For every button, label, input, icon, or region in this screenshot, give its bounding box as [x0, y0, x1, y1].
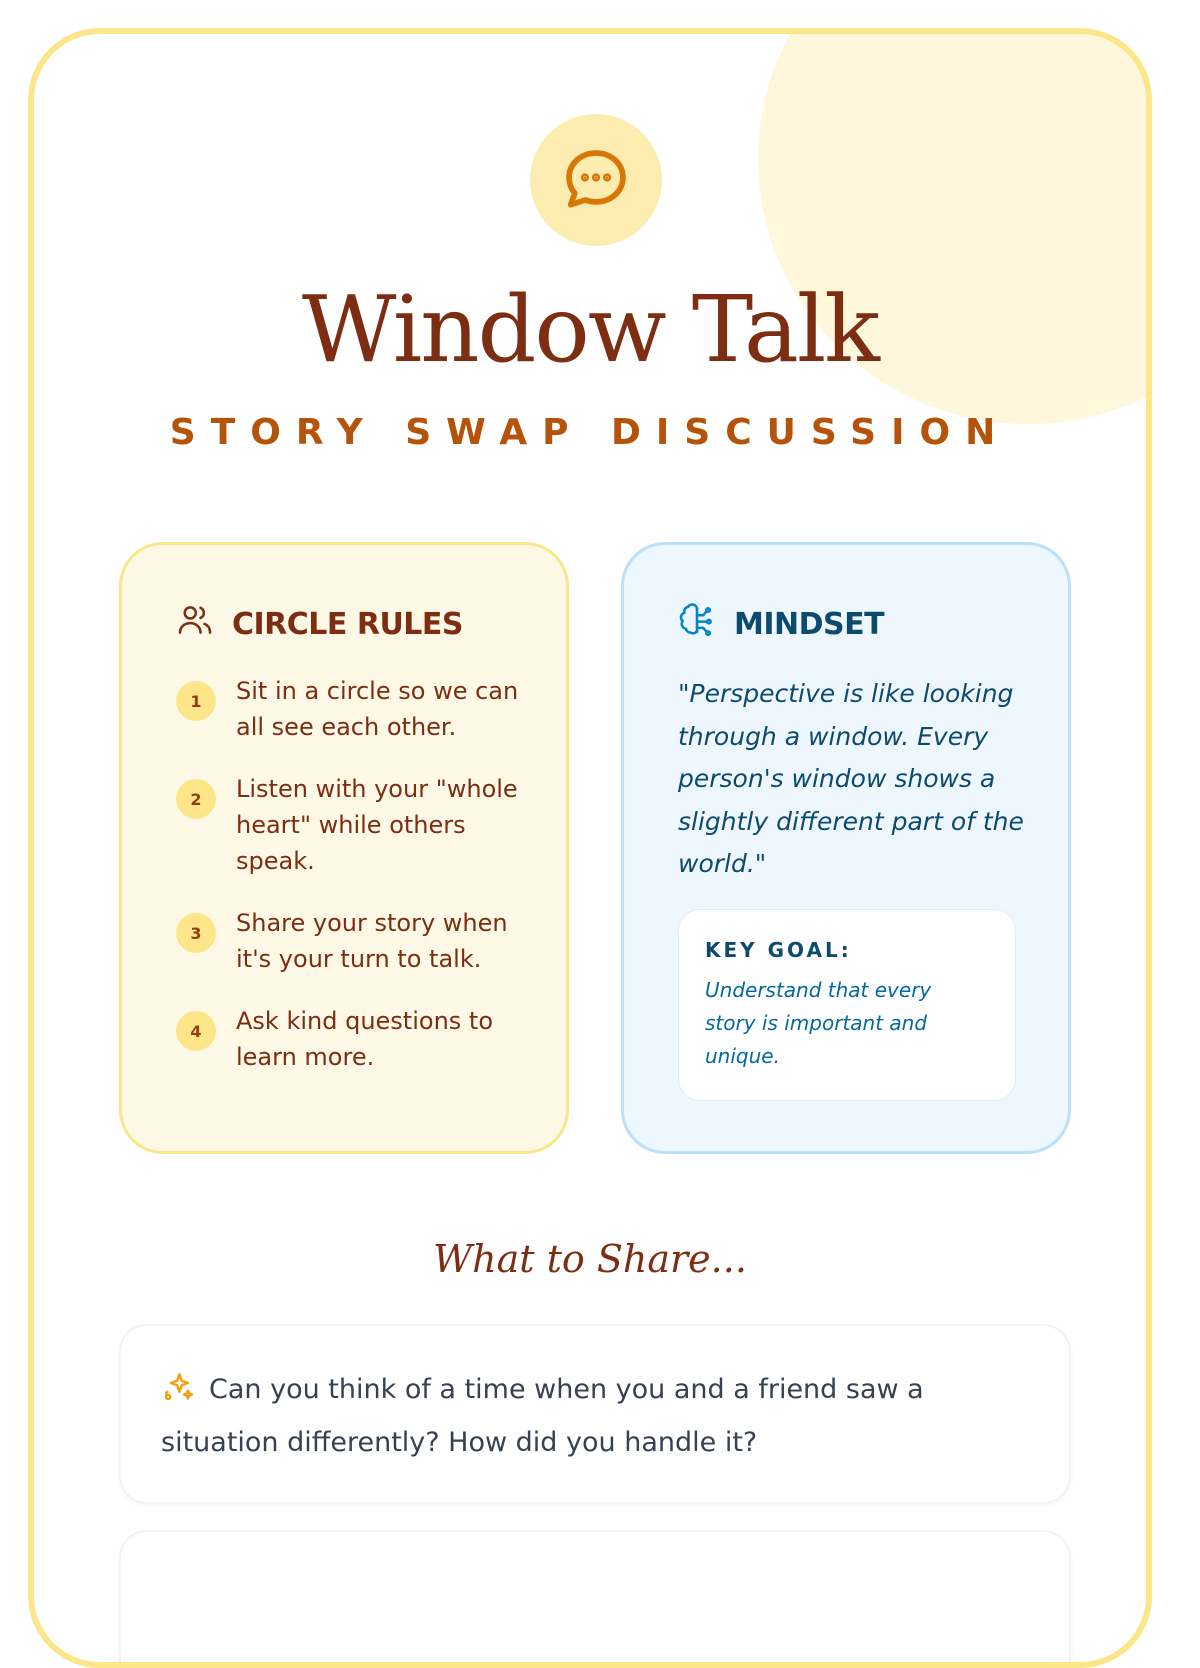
page-title: Window Talk — [301, 276, 879, 383]
circle-rules-heading — [176, 601, 463, 647]
circle-rules-card — [119, 542, 569, 1154]
share-prompt-text: Can you think of a time when you and a friend saw a situation differently? How did you handle it? — [161, 1374, 924, 1458]
circle-rules-title: CIRCLE RULES — [232, 606, 464, 642]
share-prompt-card — [119, 1324, 1071, 1504]
rule-item — [176, 1003, 536, 1075]
key-goal-text: Understand that every story is important and unique. — [705, 978, 932, 1068]
page-frame — [28, 28, 1152, 1668]
sparkles-icon — [161, 1370, 195, 1419]
brain-icon — [678, 601, 716, 647]
key-goal-label: KEY GOAL: — [705, 938, 852, 962]
mindset-title: MINDSET — [734, 606, 885, 642]
rule-text: Share your story when it's your turn to talk. — [236, 909, 508, 973]
share-prompt-card — [119, 1530, 1071, 1668]
chat-bubble-icon — [530, 114, 662, 246]
mindset-card — [621, 542, 1071, 1154]
users-icon — [176, 601, 214, 647]
rules-list — [176, 673, 536, 1101]
rule-number: 1 — [176, 681, 216, 721]
page-subtitle: STORY SWAP DISCUSSION — [169, 412, 1011, 453]
what-to-share-heading: What to Share... — [433, 1237, 747, 1281]
rule-item — [176, 673, 536, 745]
rule-text: Ask kind questions to learn more. — [236, 1007, 494, 1071]
rule-number: 3 — [176, 913, 216, 953]
rule-number: 2 — [176, 779, 216, 819]
key-goal-box — [678, 909, 1016, 1101]
rule-item — [176, 905, 536, 977]
rule-number: 4 — [176, 1011, 216, 1051]
rule-item — [176, 771, 536, 879]
rule-text: Sit in a circle so we can all see each other. — [236, 677, 519, 741]
rule-text: Listen with your "whole heart" while others speak. — [236, 775, 518, 875]
mindset-heading — [678, 601, 884, 647]
share-prompt — [161, 1366, 1041, 1466]
mindset-quote: "Perspective is like looking through a window. Every person's window shows a slightly different part of the world." — [678, 679, 1024, 878]
